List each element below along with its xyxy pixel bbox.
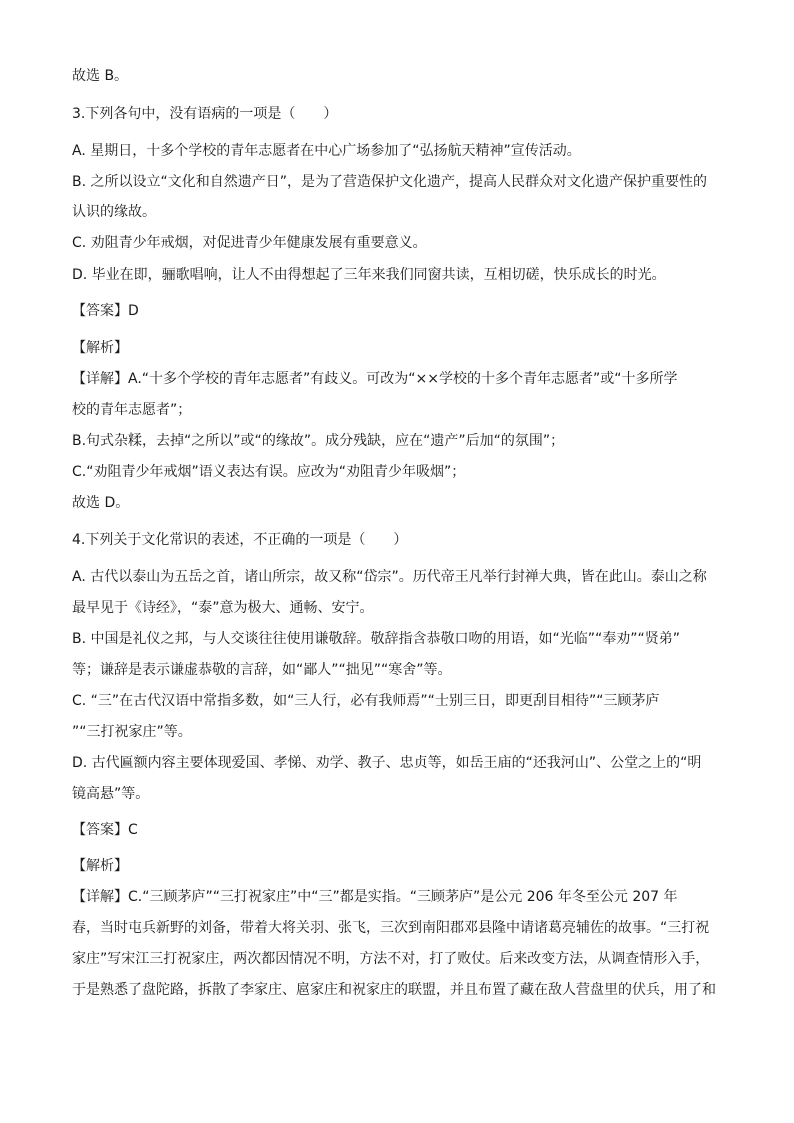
q3-answer-label: 【答案】 xyxy=(72,303,128,319)
q4-option-a-line1: A. 古代以泰山为五岳之首，诸山所宗，故又称“岱宗”。历代帝王凡举行封禅大典，皆在此山。泰山之称 xyxy=(72,569,707,585)
q3-option-b-line1: B. 之所以设立“文化和自然遗产日”，是为了营造保护文化遗产，提高人民群众对文化遗产保护重要性的 xyxy=(72,174,708,190)
q3-detail-line3: B.句式杂糅，去掉“之所以”或“的缘故”。成分残缺，应在“遗产”后加“的氛围”； xyxy=(72,433,565,449)
q3-answer xyxy=(72,301,139,321)
q3-detail-line4: C.“劝阻青少年戒烟”语义表达有误。应改为“劝阻青少年吸烟”； xyxy=(72,464,466,480)
q4-option-a-line2: 最早见于《诗经》，“泰”意为极大、通畅、安宁。 xyxy=(72,600,374,616)
q3-detail-line1: 【详解】A.“十多个学校的青年志愿者”有歧义。可改为“××学校的十多个青年志愿者”或“十多所学 xyxy=(72,371,678,387)
q4-answer-value: C xyxy=(128,822,138,838)
q4-option-d-line2: 镜高悬”等。 xyxy=(72,786,150,802)
q4-answer xyxy=(72,820,138,840)
q4-detail-line4: 于是熟悉了盘陀路，拆散了李家庄、扈家庄和祝家庄的联盟，并且布置了藏在敌人营盘里的伏兵，用了和 xyxy=(72,982,716,998)
q4-stem: 4.下列关于文化常识的表述，不正确的一项是（ ） xyxy=(72,532,408,548)
q3-option-c: C. 劝阻青少年戒烟，对促进青少年健康发展有重要意义。 xyxy=(72,235,427,251)
q4-option-c-line1: C. “三”在古代汉语中常指多数，如“三人行，必有我师焉”“士别三日，即更刮目相待”“三顾茅庐 xyxy=(72,693,660,709)
q3-detail-line2: 校的青年志愿者”； xyxy=(72,402,192,418)
q4-detail-line1: 【详解】C.“三顾茅庐”“三打祝家庄”中“三”都是实指。“三顾茅庐”是公元 206 年冬至公元 207 年 xyxy=(72,889,678,905)
q4-answer-label: 【答案】 xyxy=(72,822,128,838)
q3-stem: 3.下列各句中，没有语病的一项是（ ） xyxy=(72,106,338,122)
q4-option-c-line2: ”“三打祝家庄”等。 xyxy=(72,724,192,740)
q4-option-d-line1: D. 古代匾额内容主要体现爱国、孝悌、劝学、教子、忠贞等，如岳王庙的“还我河山”、公堂之上的“明 xyxy=(72,755,702,771)
q3-analysis-label: 【解析】 xyxy=(72,340,128,356)
q3-option-b-line2: 认识的缘故。 xyxy=(72,204,156,220)
q4-detail-line3: 家庄”写宋江三打祝家庄，两次都因情况不明，方法不对，打了败仗。后来改变方法，从调查情形入手， xyxy=(72,951,710,967)
q3-answer-value: D xyxy=(128,303,139,319)
q4-option-b-line2: 等；谦辞是表示谦虚恭敬的言辞，如“鄙人”“拙见”“寒舍”等。 xyxy=(72,662,452,678)
q3-option-d: D. 毕业在即，骊歌唱响，让人不由得想起了三年来我们同窗共读，互相切磋，快乐成长的时光。 xyxy=(72,267,666,283)
q4-analysis-label: 【解析】 xyxy=(72,858,128,874)
q3-conclusion: 故选 D。 xyxy=(72,495,130,511)
q2-conclusion: 故选 B。 xyxy=(72,68,129,84)
q3-option-a: A. 星期日，十多个学校的青年志愿者在中心广场参加了“弘扬航天精神”宣传活动。 xyxy=(72,143,581,159)
q4-option-b-line1: B. 中国是礼仪之邦，与人交谈往往使用谦敬辞。敬辞指含恭敬口吻的用语，如“光临”“奉劝”“贤弟” xyxy=(72,631,681,647)
q4-detail-line2: 春，当时屯兵新野的刘备，带着大将关羽、张飞，三次到南阳郡邓县隆中请诸葛亮辅佐的故事。“三打祝 xyxy=(72,920,710,936)
